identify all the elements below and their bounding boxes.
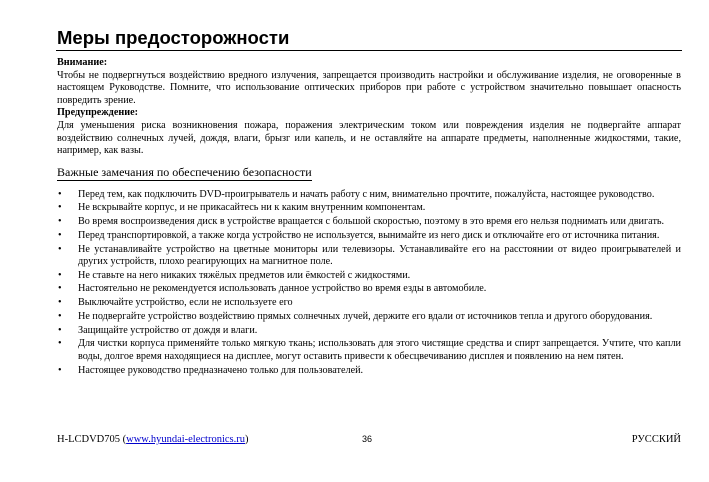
bullet-icon: • (58, 202, 62, 214)
list-item-text: Для чистки корпуса применяйте только мягкую ткань; использовать для этого чистящие средства и спирт запрещается. Учтите, что капли воды, долгое время находящиеся на дисплее, могут оставить привести к обесцвечиванию дисплея и появлению на нем пятен. (78, 338, 681, 362)
bullet-icon: • (58, 188, 62, 200)
list-item-text: Во время воспроизведения диск в устройстве вращается с большой скоростью, поэтому в это время его нельзя поднимать или двигать. (78, 216, 665, 228)
page-title: Меры предосторожности (57, 27, 290, 48)
list-item (57, 283, 681, 296)
bullet-icon: • (58, 310, 62, 322)
page-content (57, 57, 681, 378)
caution-label: Предупреждение: (57, 107, 138, 119)
bullet-icon: • (58, 324, 62, 336)
website-link[interactable]: www.hyundai-electronics.ru (126, 434, 245, 445)
bullet-icon: • (58, 269, 62, 281)
list-item (57, 325, 681, 338)
bullet-icon: • (58, 283, 62, 295)
list-item-text: Настоятельно не рекомендуется использовать данное устройство во время езды в автомобиле. (78, 283, 487, 295)
footer-model-text: H-LCDVD705 ( (57, 434, 127, 445)
bullet-icon: • (58, 216, 62, 228)
list-item (57, 365, 681, 378)
list-item-text: Не подвергайте устройство воздействию прямых солнечных лучей, держите его вдали от источников тепла и другого оборудования. (78, 310, 653, 322)
caution-text: Для уменьшения риска возникновения пожара, поражения электрическим током или повреждения изделия не подвергайте аппарат воздействию солнечных лучей, дождя, влаги, брызг или капель, и не оставляйте на аппарате предметы, наполненные жидкостями, такие, например, как вазы. (57, 119, 681, 157)
list-item (57, 189, 681, 202)
list-item-text: Перед тем, как подключить DVD-проигрыватель и начать работу с ним, внимательно прочтите, пожалуйста, настоящее руководство. (78, 188, 655, 200)
list-item-text: Защищайте устройство от дождя и влаги. (78, 324, 258, 336)
list-item (57, 311, 681, 324)
bullet-icon: • (58, 364, 62, 376)
list-item (57, 297, 681, 310)
list-item-text: Не вскрывайте корпус, и не прикасайтесь ни к каким внутренним компонентам. (78, 202, 426, 214)
bullet-icon: • (58, 297, 62, 309)
list-item (57, 216, 681, 229)
list-item (57, 230, 681, 243)
list-item-text: Не устанавливайте устройство на цветные мониторы или телевизоры. Устанавливайте его на расстоянии от видео проигрывателей и других устройств, плохо реагирующих на магнитное поле. (78, 243, 681, 268)
bullet-icon: • (58, 243, 62, 255)
footer-model-close: ) (245, 434, 249, 445)
list-item (57, 338, 681, 363)
title-divider (56, 50, 682, 51)
safety-notes-list (57, 189, 681, 377)
page-number: 36 (362, 434, 373, 444)
bullet-icon: • (58, 338, 62, 350)
safety-notes-heading: Важные замечания по обеспечению безопасности (57, 164, 312, 179)
footer-language: РУССКИЙ (631, 434, 681, 445)
list-item-text: Перед транспортировкой, а также когда устройство не используется, вынимайте из него диск и отключайте его от источника питания. (78, 229, 660, 241)
list-item (57, 202, 681, 215)
list-item-text: Настоящее руководство предназначено только для пользователей. (78, 364, 364, 376)
warning-label: Внимание: (57, 57, 108, 68)
list-item-text: Выключайте устройство, если не используете его (78, 297, 293, 309)
bullet-icon: • (58, 229, 62, 241)
footer-model (57, 434, 249, 445)
list-item-text: Не ставьте на него никаких тяжёлых предметов или ёмкостей с жидкостями. (78, 269, 411, 281)
list-item (57, 244, 681, 269)
warning-text: Чтобы не подвергнуться воздействию вредного излучения, запрещается производить настройки и обслуживание изделия, не оговоренные в настоящем Руководстве. Помните, что использование оптических приборов при работе с устройством значительно повышает опасность повредить зрение. (57, 69, 681, 106)
list-item (57, 270, 681, 283)
